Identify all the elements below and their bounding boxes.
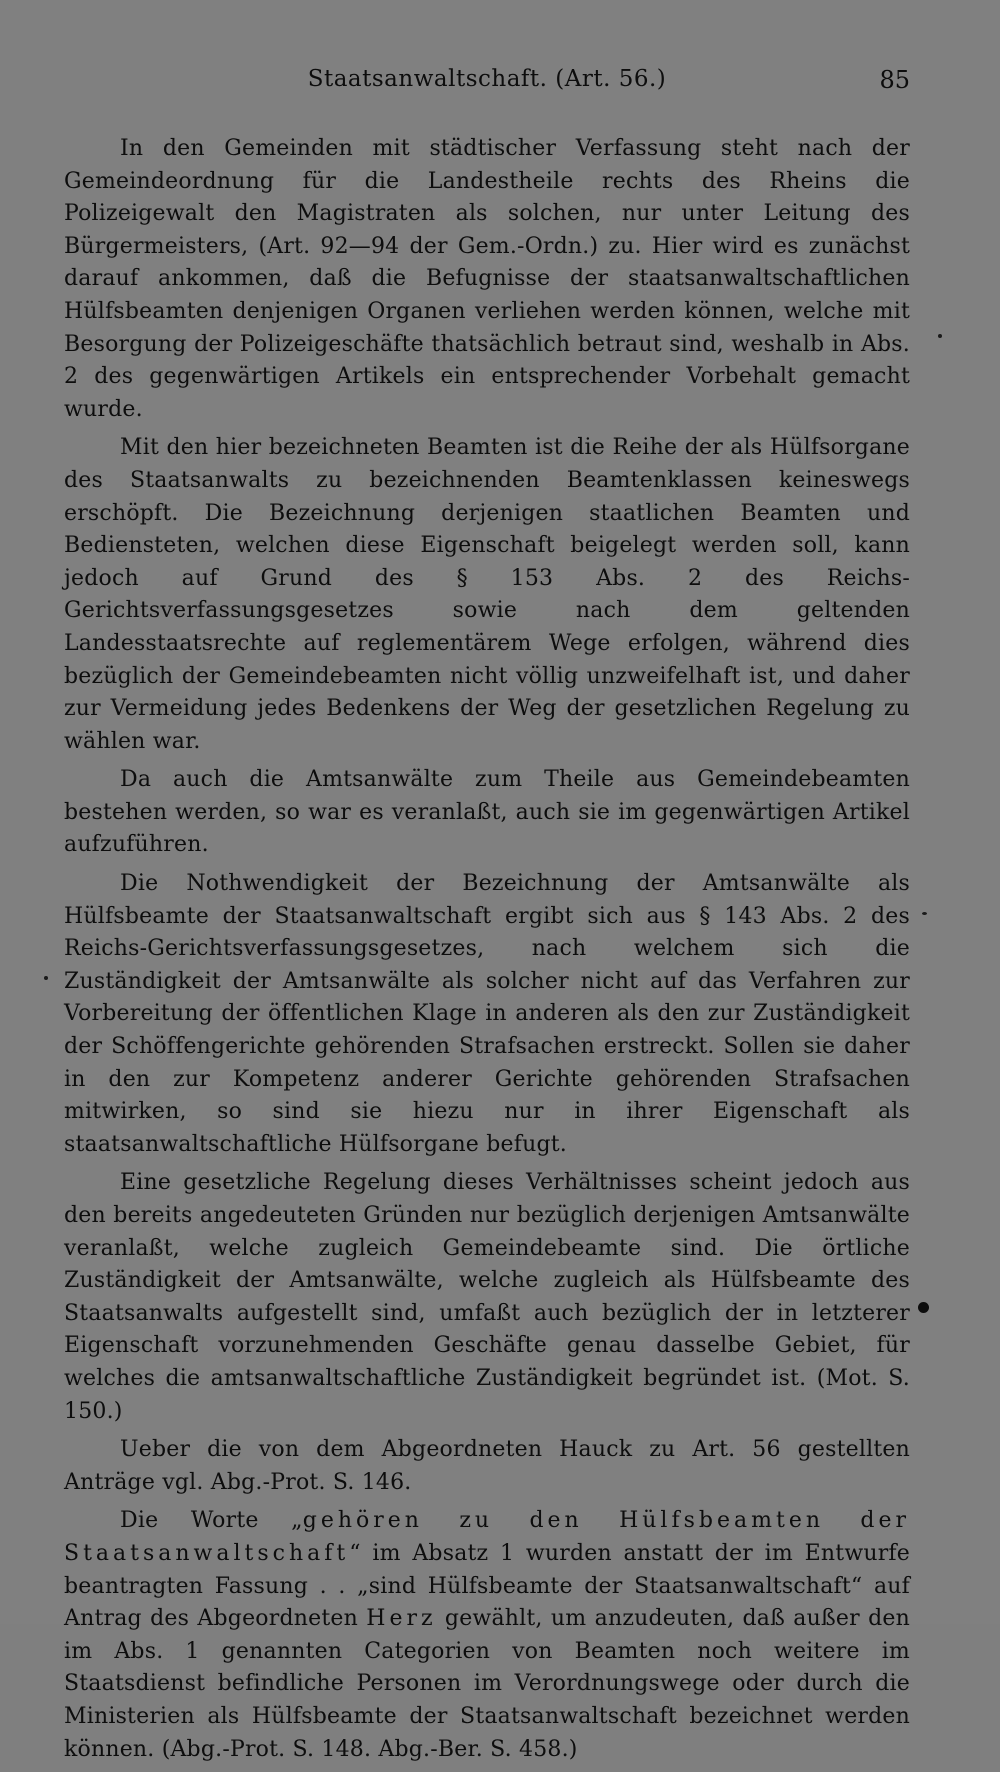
paragraph-7-part-2: “ im Absatz 1 wurden anstatt der im Entwurfe beantragten Fassung . . „sind Hülfsbeamte der Staatsanwaltschaft“ auf Antrag des Abgeordneten bbox=[64, 1540, 910, 1632]
spaced-name: Herz bbox=[366, 1606, 437, 1632]
paragraph-2: Mit den hier bezeichneten Beamten ist die Reihe der als Hülfsorgane des Staatsanwalts zu bezeichnenden Beamtenklassen keineswegs erschöpft. Die Bezeichnung derjenigen staatlichen Beamten und Bediensteten, welchen diese Eigenschaft beigelegt werden soll, kann jedoch auf Grund des § 153 Abs. 2 des Reichs-Gerichtsverfassungsgesetzes sowie nach dem geltenden Landesstaatsrechte auf reglementärem Wege erfolgen, während dies bezüglich der Gemeindebeamten nicht völlig unzweifelhaft ist, und daher zur Vermeidung jedes Bedenkens der Weg der gesetzlichen Regelung zu wählen war. bbox=[64, 435, 910, 754]
running-header bbox=[64, 66, 910, 106]
paragraph-7 bbox=[64, 1505, 910, 1766]
paragraph-5: Eine gesetzliche Regelung dieses Verhältnisses scheint jedoch aus den bereits angedeuteten Gründen nur bezüglich derjenigen Amtsanwälte veranlaßt, welche zugleich Gemeindebeamte sind. Die örtliche Zuständigkeit der Amtsanwälte, welche zugleich als Hülfsbeamte des Staatsanwalts aufgestellt sind, umfaßt auch bezüglich der in letzterer Eigenschaft vorzunehmenden Geschäfte genau dasselbe Gebiet, für welches die amtsanwaltschaftliche Zuständigkeit begründet ist. (Mot. S. 150.) bbox=[64, 1170, 910, 1424]
ink-dot-mark bbox=[918, 1302, 929, 1313]
ink-speck bbox=[44, 976, 48, 980]
body-text bbox=[64, 133, 910, 1772]
paragraph-7-part-3: gewählt, um anzudeuten, daß außer den im Abs. 1 genannten Categorien von Beamten noch weitere im Staatsdienst befindliche Personen im Verordnungswege oder durch die Ministerien als Hülfsbeamte der Staatsanwaltschaft bezeichnet werden können. (Abg.-Prot. S. 148. Abg.-Ber. S. 458.) bbox=[64, 1606, 911, 1762]
paragraph-6: Ueber die von dem Abgeordneten Hauck zu Art. 56 gestellten Anträge vgl. Abg.-Prot. S. 146. bbox=[64, 1437, 910, 1495]
page-number: 85 bbox=[879, 66, 910, 94]
paragraph-1: In den Gemeinden mit städtischer Verfassung steht nach der Gemeindeordnung für die Landestheile rechts des Rheins die Polizeigewalt den Magistraten als solchen, nur unter Leitung des Bürgermeisters, (Art. 92—94 der Gem.-Ordn.) zu. Hier wird es zunächst darauf ankommen, daß die Befugnisse der staatsanwaltschaftlichen Hülfsbeamten denjenigen Organen verliehen werden können, welche mit Besorgung der Polizeigeschäfte thatsächlich betraut sind, weshalb in Abs. 2 des gegenwärtigen Artikels ein entsprechender Vorbehalt gemacht wurde. bbox=[64, 136, 910, 422]
paragraph-7-part-1: Die Worte „ bbox=[120, 1508, 303, 1534]
ink-speck bbox=[922, 912, 927, 915]
spaced-quotation: gehören zu den Hülfsbeamten der Staatsanwaltschaft bbox=[64, 1508, 910, 1566]
paragraph-4: Die Nothwendigkeit der Bezeichnung der Amtsanwälte als Hülfsbeamte der Staatsanwaltschaft ergibt sich aus § 143 Abs. 2 des Reichs-Gerichtsverfassungsgesetzes, nach welchem sich die Zuständigkeit der Amtsanwälte als solcher nicht auf das Verfahren zur Vorbereitung der öffentlichen Klage in anderen als den zur Zuständigkeit der Schöffengerichte gehörenden Strafsachen erstreckt. Sollen sie daher in den zur Kompetenz anderer Gerichte gehörenden Strafsachen mitwirken, so sind sie hiezu nur in ihrer Eigenschaft als staatsanwaltschaftliche Hülfsorgane befugt. bbox=[64, 871, 910, 1157]
running-title: Staatsanwaltschaft. (Art. 56.) bbox=[307, 66, 667, 92]
ink-speck bbox=[938, 334, 942, 338]
paragraph-3: Da auch die Amtsanwälte zum Theile aus Gemeindebeamten bestehen werden, so war es veranlaßt, auch sie im gegenwärtigen Artikel aufzuführen. bbox=[64, 767, 910, 858]
